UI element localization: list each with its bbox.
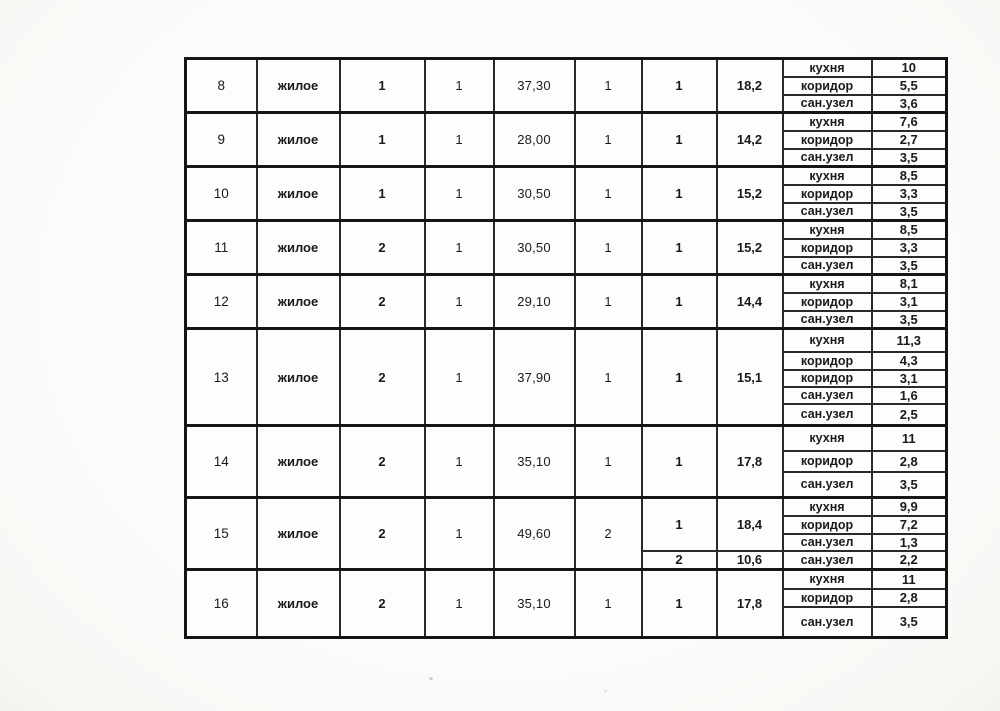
cell-room-area: 8,5 [872, 167, 947, 185]
cell-unit-area: 17,8 [717, 570, 783, 638]
cell-room-area: 3,5 [872, 203, 947, 221]
cell-total-area: 30,50 [494, 167, 575, 221]
cell-unit-area: 14,4 [717, 275, 783, 329]
cell-room-area: 7,2 [872, 516, 947, 534]
table-row [186, 167, 947, 185]
cell-col6: 1 [575, 221, 642, 275]
cell-room-name: кухня [783, 167, 872, 185]
cell-room-area: 3,3 [872, 239, 947, 257]
table-row [186, 221, 947, 239]
cell-room-name: коридор [783, 352, 872, 370]
table-row [186, 113, 947, 131]
cell-col3: 2 [340, 275, 425, 329]
cell-room-name: кухня [783, 498, 872, 516]
cell-unit-area: 14,2 [717, 113, 783, 167]
table-row [186, 329, 947, 352]
cell-room-name: сан.узел [783, 387, 872, 404]
apartments-table [184, 57, 948, 639]
cell-unit-number: 1 [642, 59, 717, 113]
cell-col3: 2 [340, 570, 425, 638]
cell-room-area: 9,9 [872, 498, 947, 516]
cell-room-name: сан.узел [783, 607, 872, 638]
cell-unit-number: 1 [642, 498, 717, 551]
cell-unit-number: 1 [642, 221, 717, 275]
cell-room-area: 10 [872, 59, 947, 77]
cell-room-area: 2,8 [872, 589, 947, 607]
cell-room-area: 11 [872, 570, 947, 589]
cell-unit-area: 15,2 [717, 167, 783, 221]
cell-col4: 1 [425, 275, 494, 329]
cell-room-name: сан.узел [783, 149, 872, 167]
cell-row-number: 9 [186, 113, 257, 167]
cell-room-name: коридор [783, 185, 872, 203]
cell-col6: 2 [575, 498, 642, 570]
cell-room-area: 3,5 [872, 311, 947, 329]
cell-room-area: 3,5 [872, 607, 947, 638]
cell-col6: 1 [575, 113, 642, 167]
cell-room-name: сан.узел [783, 472, 872, 498]
cell-room-area: 1,6 [872, 387, 947, 404]
cell-unit-area: 18,4 [717, 498, 783, 551]
cell-room-name: кухня [783, 59, 872, 77]
cell-room-name: коридор [783, 451, 872, 472]
cell-room-name: кухня [783, 570, 872, 589]
cell-unit-area: 17,8 [717, 426, 783, 498]
cell-type: жилое [257, 113, 340, 167]
cell-row-number: 11 [186, 221, 257, 275]
cell-col6: 1 [575, 426, 642, 498]
cell-total-area: 37,90 [494, 329, 575, 426]
cell-total-area: 28,00 [494, 113, 575, 167]
cell-room-name: коридор [783, 293, 872, 311]
cell-row-number: 15 [186, 498, 257, 570]
cell-room-area: 3,1 [872, 370, 947, 387]
cell-col4: 1 [425, 426, 494, 498]
cell-col4: 1 [425, 59, 494, 113]
cell-col4: 1 [425, 167, 494, 221]
cell-col6: 1 [575, 275, 642, 329]
table-row [186, 426, 947, 451]
cell-unit-area: 18,2 [717, 59, 783, 113]
cell-room-name: кухня [783, 113, 872, 131]
cell-col3: 2 [340, 221, 425, 275]
cell-total-area: 29,10 [494, 275, 575, 329]
table-row [186, 59, 947, 77]
cell-room-area: 3,6 [872, 95, 947, 113]
cell-room-area: 5,5 [872, 77, 947, 95]
cell-total-area: 37,30 [494, 59, 575, 113]
cell-room-name: кухня [783, 221, 872, 239]
cell-col3: 1 [340, 59, 425, 113]
cell-room-name: сан.узел [783, 257, 872, 275]
cell-room-name: кухня [783, 329, 872, 352]
cell-room-area: 2,5 [872, 404, 947, 426]
cell-room-area: 3,5 [872, 472, 947, 498]
cell-total-area: 49,60 [494, 498, 575, 570]
scan-speck [604, 690, 607, 692]
cell-room-area: 2,2 [872, 551, 947, 570]
cell-room-name: коридор [783, 239, 872, 257]
cell-row-number: 12 [186, 275, 257, 329]
cell-type: жилое [257, 167, 340, 221]
cell-room-area: 3,5 [872, 149, 947, 167]
cell-unit-number: 1 [642, 113, 717, 167]
cell-col4: 1 [425, 329, 494, 426]
cell-unit-number: 1 [642, 329, 717, 426]
cell-type: жилое [257, 221, 340, 275]
scan-speck [429, 677, 433, 680]
cell-type: жилое [257, 275, 340, 329]
cell-total-area: 35,10 [494, 570, 575, 638]
cell-room-name: кухня [783, 426, 872, 451]
apartments-table-body [186, 59, 947, 638]
cell-col3: 2 [340, 329, 425, 426]
cell-room-area: 1,3 [872, 534, 947, 551]
cell-unit-number: 1 [642, 426, 717, 498]
cell-col4: 1 [425, 113, 494, 167]
cell-type: жилое [257, 498, 340, 570]
cell-room-area: 4,3 [872, 352, 947, 370]
cell-room-name: коридор [783, 589, 872, 607]
cell-room-name: сан.узел [783, 203, 872, 221]
cell-row-number: 8 [186, 59, 257, 113]
cell-room-area: 11,3 [872, 329, 947, 352]
cell-col3: 2 [340, 426, 425, 498]
cell-room-area: 7,6 [872, 113, 947, 131]
cell-room-name: сан.узел [783, 95, 872, 113]
cell-room-name: коридор [783, 77, 872, 95]
cell-room-name: сан.узел [783, 404, 872, 426]
cell-room-name: коридор [783, 131, 872, 149]
cell-type: жилое [257, 59, 340, 113]
cell-room-area: 3,5 [872, 257, 947, 275]
cell-unit-number: 2 [642, 551, 717, 570]
cell-col6: 1 [575, 167, 642, 221]
cell-row-number: 16 [186, 570, 257, 638]
cell-unit-number: 1 [642, 570, 717, 638]
cell-col6: 1 [575, 329, 642, 426]
cell-room-area: 11 [872, 426, 947, 451]
cell-total-area: 30,50 [494, 221, 575, 275]
table-row [186, 570, 947, 589]
cell-col6: 1 [575, 59, 642, 113]
cell-col3: 2 [340, 498, 425, 570]
cell-room-name: коридор [783, 516, 872, 534]
cell-room-name: кухня [783, 275, 872, 293]
cell-type: жилое [257, 329, 340, 426]
cell-room-area: 8,1 [872, 275, 947, 293]
cell-unit-number: 1 [642, 275, 717, 329]
cell-col4: 1 [425, 221, 494, 275]
cell-col3: 1 [340, 167, 425, 221]
cell-room-area: 3,1 [872, 293, 947, 311]
table-row [186, 498, 947, 516]
cell-row-number: 10 [186, 167, 257, 221]
cell-room-name: сан.узел [783, 551, 872, 570]
cell-room-area: 2,8 [872, 451, 947, 472]
cell-row-number: 13 [186, 329, 257, 426]
cell-room-area: 2,7 [872, 131, 947, 149]
cell-type: жилое [257, 426, 340, 498]
cell-unit-number: 1 [642, 167, 717, 221]
cell-room-area: 3,3 [872, 185, 947, 203]
cell-col4: 1 [425, 498, 494, 570]
cell-col6: 1 [575, 570, 642, 638]
cell-unit-area: 10,6 [717, 551, 783, 570]
cell-room-name: сан.узел [783, 311, 872, 329]
cell-total-area: 35,10 [494, 426, 575, 498]
cell-unit-area: 15,2 [717, 221, 783, 275]
cell-room-name: коридор [783, 370, 872, 387]
cell-row-number: 14 [186, 426, 257, 498]
cell-room-area: 8,5 [872, 221, 947, 239]
cell-type: жилое [257, 570, 340, 638]
cell-col3: 1 [340, 113, 425, 167]
cell-col4: 1 [425, 570, 494, 638]
table-row [186, 275, 947, 293]
cell-unit-area: 15,1 [717, 329, 783, 426]
cell-room-name: сан.узел [783, 534, 872, 551]
